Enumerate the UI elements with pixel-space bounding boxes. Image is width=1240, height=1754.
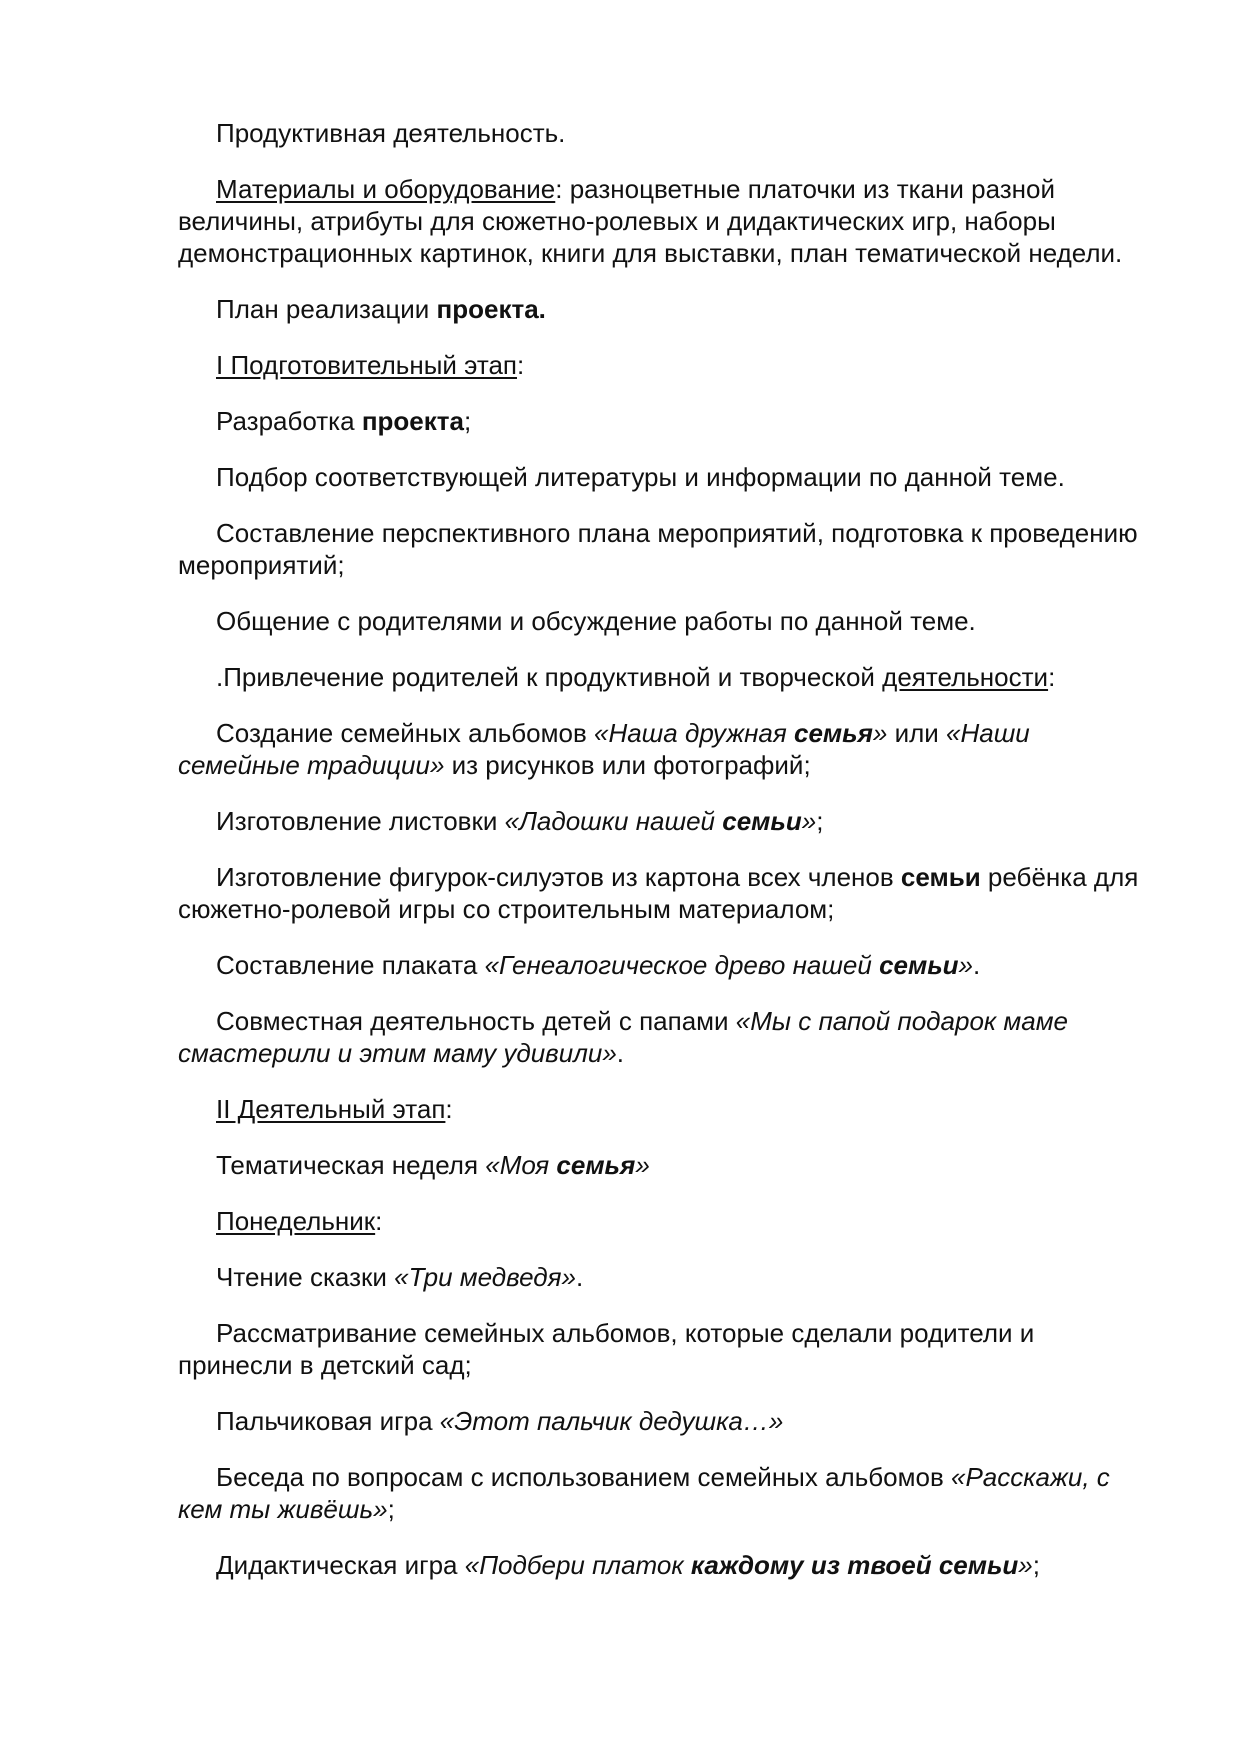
heading-stage-one: I Подготовительный этап: xyxy=(216,350,525,380)
paragraph-productive-activity: Продуктивная деятельность. xyxy=(216,118,566,148)
list-item: Совместная деятельность детей с папами «Мы с папой подарок маме смастерили и этим маму удивили». xyxy=(178,1006,1068,1068)
list-item: Дидактическая игра «Подбери платок каждому из твоей семьи»; xyxy=(216,1550,1040,1580)
list-item: Общение с родителями и обсуждение работы по данной теме. xyxy=(216,606,976,636)
list-item: .Привлечение родителей к продуктивной и творческой деятельности: xyxy=(216,662,1056,692)
list-item: Подбор соответствующей литературы и информации по данной теме. xyxy=(216,462,1065,492)
heading-monday: Понедельник: xyxy=(216,1206,383,1236)
document-page xyxy=(178,117,1148,1605)
paragraph-plan: План реализации проекта. xyxy=(216,294,546,324)
list-item: Тематическая неделя «Моя семья» xyxy=(216,1150,650,1180)
list-item: Составление перспективного плана мероприятий, подготовка к проведению мероприятий; xyxy=(178,518,1138,580)
list-item: Изготовление листовки «Ладошки нашей семьи»; xyxy=(216,806,824,836)
list-item: Чтение сказки «Три медведя». xyxy=(216,1262,584,1292)
list-item: Беседа по вопросам с использованием семейных альбомов «Расскажи, с кем ты живёшь»; xyxy=(178,1462,1110,1524)
list-item: Разработка проекта; xyxy=(216,406,472,436)
list-item: Рассматривание семейных альбомов, которые сделали родители и принесли в детский сад; xyxy=(178,1318,1035,1380)
heading-stage-two: II Деятельный этап: xyxy=(216,1094,453,1124)
list-item: Пальчиковая игра «Этот пальчик дедушка…» xyxy=(216,1406,784,1436)
list-item: Составление плаката «Генеалогическое древо нашей семьи». xyxy=(216,950,981,980)
list-item: Создание семейных альбомов «Наша дружная семья» или «Наши семейные традиции» из рисунков или фотографий; xyxy=(178,718,1030,780)
paragraph-materials: Материалы и оборудование: разноцветные платочки из ткани разной величины, атрибуты для сюжетно-ролевых и дидактических игр, наборы демонстрационных картинок, книги для выставки, план тематической недели. xyxy=(178,174,1123,268)
list-item: Изготовление фигурок-силуэтов из картона всех членов семьи ребёнка для сюжетно-ролевой игры со строительным материалом; xyxy=(178,862,1139,924)
heading-materials: Материалы и оборудование xyxy=(216,174,556,204)
